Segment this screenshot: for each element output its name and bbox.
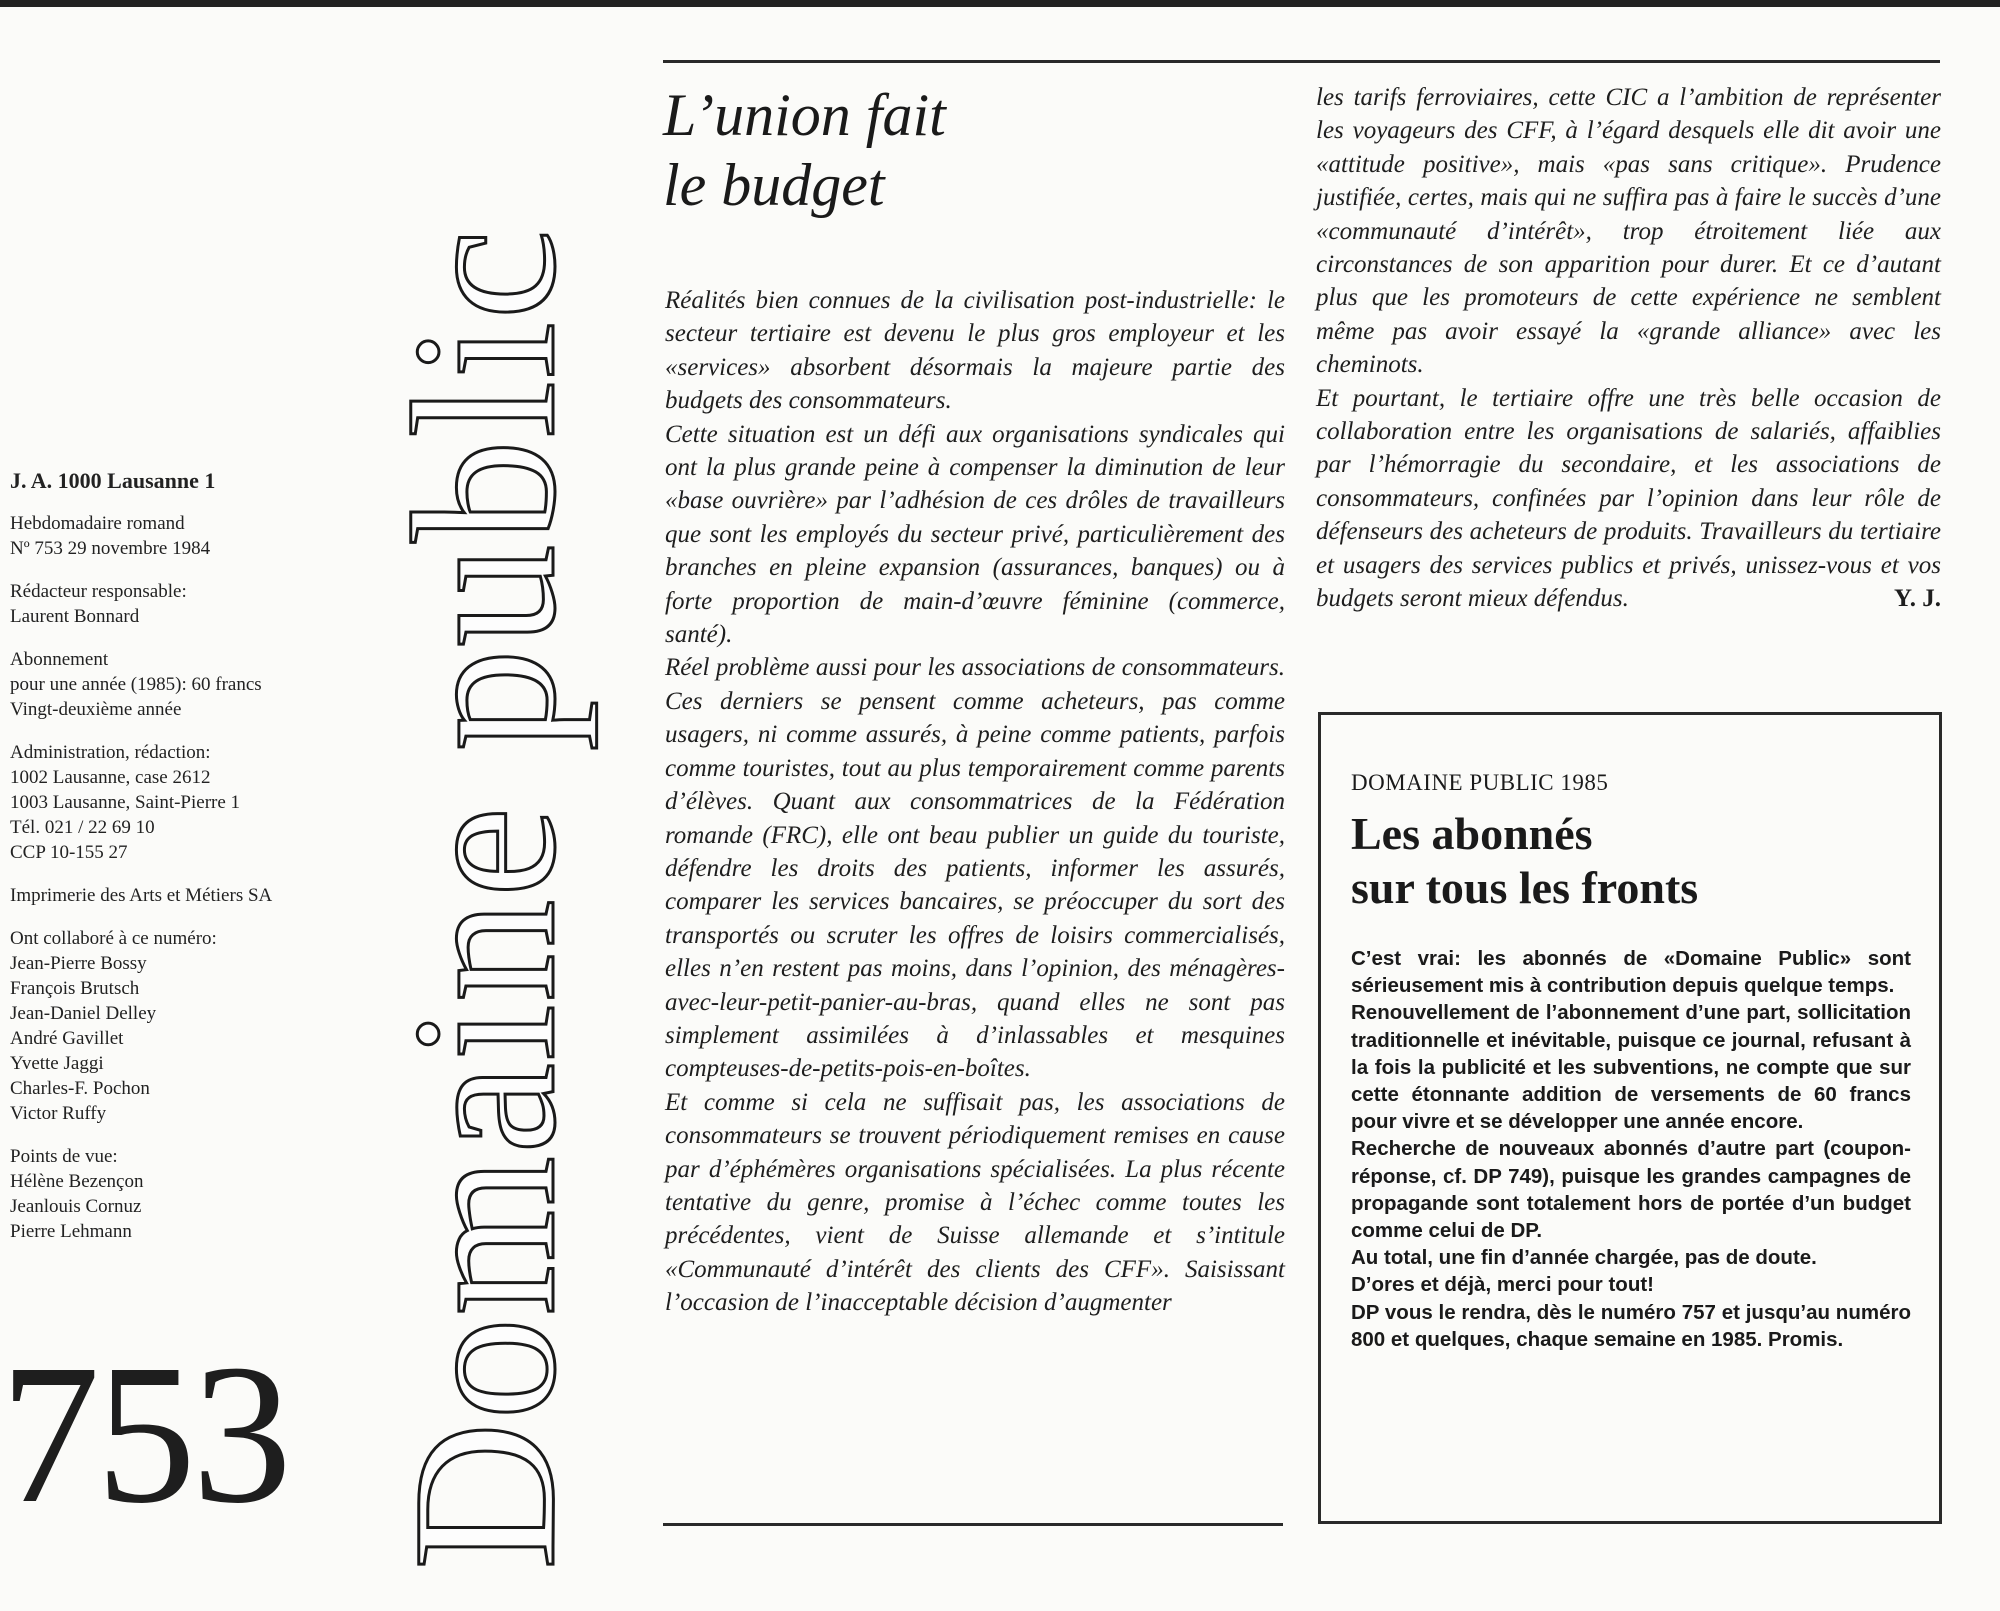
viewpoints-label: Points de vue: [10,1146,118,1167]
box-paragraph: DP vous le rendra, dès le numéro 757 et jusqu’au numéro 800 et quelques, chaque semaine en 1985. Promis. [1351,1300,1911,1351]
subscribers-notice-box [1318,712,1942,1524]
box-paragraph: C’est vrai: les abonnés de «Domaine Public» sont sérieusement mis à contribution depuis quelque temps. [1351,947,1911,998]
issue-date: Nº 753 29 novembre 1984 [10,538,211,559]
headline-line-1: L’union fait [663,82,946,148]
box-kicker: DOMAINE PUBLIC 1985 [1351,770,1609,795]
box-title [1351,807,1911,915]
box-title-line-2: sur tous les fronts [1351,862,1699,913]
article-column-1 [665,284,1285,1320]
admin-line: CCP 10-155 27 [10,842,128,863]
printer-name: Imprimerie des Arts et Métiers SA [10,885,273,906]
author-signature: Y. J. [1893,585,1941,613]
box-paragraph: D’ores et déjà, merci pour tout! [1351,1273,1654,1297]
box-paragraph: Renouvellement de l’abonnement d’une part, sollicitation traditionnelle et inévitable, puisque ce journal, refusant à la fois la publicité et les subventions, ne compte que sur cette étonnante addition de versements de 60 francs pour vivre et se développer une année encore. [1351,1001,1911,1134]
viewpoint-author: Jeanlouis Cornuz [10,1196,142,1217]
box-paragraph: Recherche de nouveaux abonnés d’autre part (coupon-réponse, cf. DP 749), puisque les grandes campagnes de propagande sont totalement hors de portée d’un budget comme celui de DP. [1351,1137,1911,1243]
publication-type: Hebdomadaire romand [10,513,185,534]
contributor-name: André Gavillet [10,1028,124,1049]
publication-type-block [10,511,350,561]
admin-line: 1002 Lausanne, case 2612 [10,767,211,788]
subscription-price: pour une année (1985): 60 francs [10,674,262,695]
contributor-name: François Brutsch [10,978,140,999]
bottom-rule [663,1523,1283,1526]
postal-line: J. A. 1000 Lausanne 1 [10,468,216,493]
top-rule [663,60,1940,63]
contributor-name: Jean-Daniel Delley [10,1003,157,1024]
admin-label: Administration, rédaction: [10,742,211,763]
contributor-name: Yvette Jaggi [10,1053,104,1074]
article-paragraph: Réalités bien connues de la civilisation post-industrielle: le secteur tertiaire est devenu le plus gros employeur et les «services» absorbent désormais la majeure partie des budgets des consommateurs. [665,287,1285,415]
article-paragraph: les tarifs ferroviaires, cette CIC a l’ambition de représenter les voyageurs des CFF, à l’égard desquels elle dit avoir une «attitude positive», mais «pas sans critique». Prudence justifiée, certes, mais qui ne suffira pas à faire le succès d’une «communauté d’intérêt», trop étroitement liée aux circonstances de son apparition pour durer. Et ce d’autant plus que les promoteurs de cette expérience ne semblent même pas avoir essayé la «grande alliance» avec les cheminots. [1316,84,1941,379]
contributor-name: Jean-Pierre Bossy [10,953,147,974]
viewpoint-author: Pierre Lehmann [10,1221,132,1242]
contributors-label: Ont collaboré à ce numéro: [10,928,217,949]
issue-number-large: 753 [0,1324,288,1545]
article-paragraph: Et comme si cela ne suffisait pas, les associations de consommateurs se trouvent périodiquement remises en cause par d’éphémères organisations spécialisées. La plus récente tentative du genre, promise à l’échec comme toutes les précédentes, vient de Suisse allemande et s’intitule «Communauté d’intérêt des clients des CFF». Saisissant l’occasion de l’inacceptable décision d’augmenter [665,1088,1285,1317]
box-title-line-1: Les abonnés [1351,808,1593,859]
box-body [1351,945,1911,1353]
subscription-block [10,647,350,722]
article-headline [663,80,1263,220]
article-paragraph-final [1316,382,1941,616]
publication-year: Vingt-deuxième année [10,699,182,720]
contributor-name: Victor Ruffy [10,1103,107,1124]
subscription-label: Abonnement [10,649,109,670]
admin-line: Tél. 021 / 22 69 10 [10,817,155,838]
printer-block [10,883,350,908]
article-paragraph: Cette situation est un défi aux organisations syndicales qui ont la plus grande peine à compenser la diminution de leur «base ouvrière» par l’adhésion de ces drôles de travailleurs que sont les employés du secteur privé, particulièrement des branches en pleine expansion (assurances, banques) ou à forte proportion de main-d’œuvre féminine (commerce, santé). [665,420,1285,649]
masthead-title: Domaine public [371,226,598,1570]
editor-label: Rédacteur responsable: [10,581,187,602]
contributor-name: Charles-F. Pochon [10,1078,150,1099]
article-column-2 [1316,81,1941,616]
editor-block [10,579,350,629]
viewpoints-block [10,1144,350,1244]
box-paragraph: Au total, une fin d’année chargée, pas de doute. [1351,1246,1817,1270]
contributors-block [10,926,350,1126]
article-paragraph: Réel problème aussi pour les associations de consommateurs. Ces derniers se pensent comme acheteurs, pas comme usagers, ni comme assurés, à peine comme patients, parfois comme touristes, tout au plus temporairement comme parents d’élèves. Quant aux consommatrices de la Fédération romande (FRC), elle ont beau publier un guide du touriste, défendre les droits des patients, informer les assurés, comparer les services bancaires, se préoccuper du sort des transportés ou scruter les offres de loisirs commercialisés, elles n’en restent pas moins, dans l’opinion, des ménagères-avec-leur-petit-panier-au-bras, quand elles ne sont pas simplement assimilées à d’inlassables et mesquines compteuses-de-petits-pois-en-boîtes. [665,654,1285,1083]
article-paragraph-text: Et pourtant, le tertiaire offre une très belle occasion de collaboration entre les organisations de salariés, affaiblies par l’hémorragie du secondaire, et les associations de consommateurs, confinées par l’opinion dans leur rôle de défenseurs des acheteurs de produits. Travailleurs du tertiaire et usagers des services publics et privés, unissez-vous et vos budgets seront mieux défendus. [1316,384,1941,613]
publication-info [10,468,350,1262]
admin-line: 1003 Lausanne, Saint-Pierre 1 [10,792,241,813]
top-border [0,0,2000,7]
administration-block [10,740,350,865]
viewpoint-author: Hélène Bezençon [10,1171,144,1192]
headline-line-2: le budget [663,152,885,218]
editor-name: Laurent Bonnard [10,606,140,627]
